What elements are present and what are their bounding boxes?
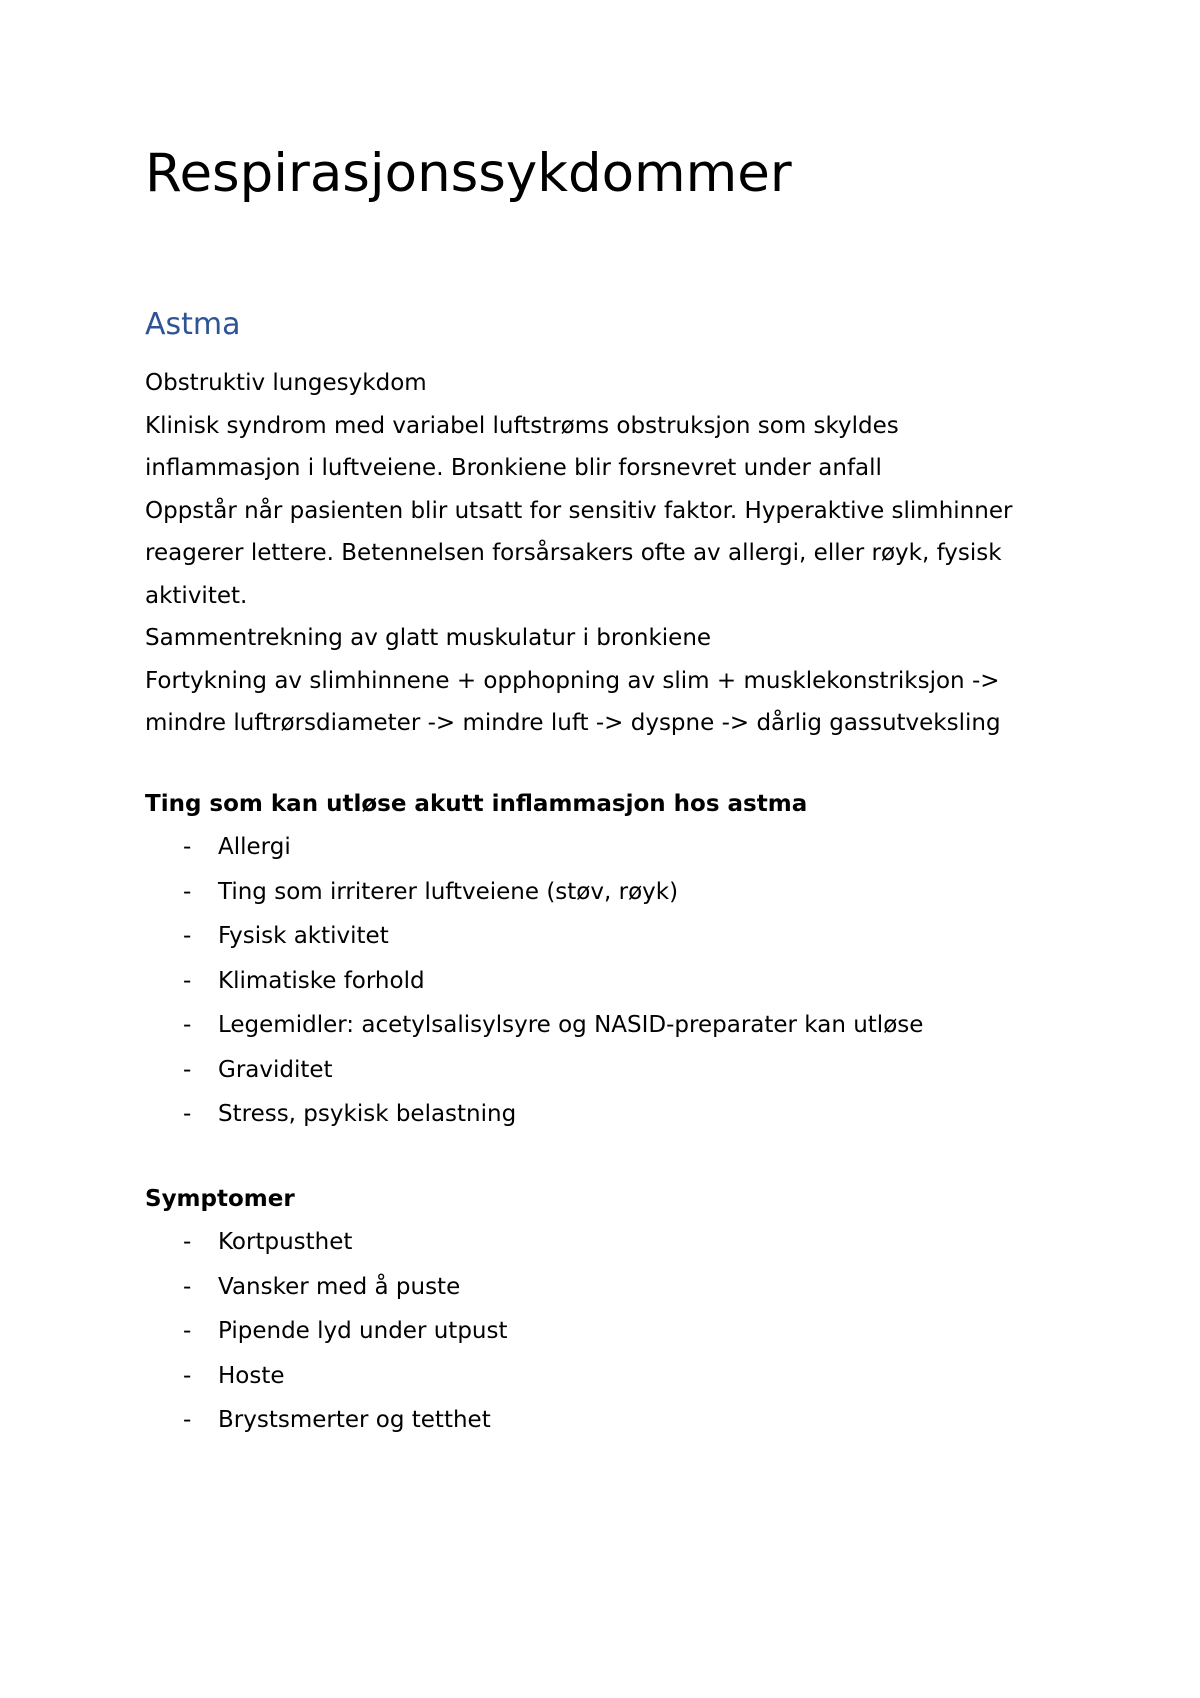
list-item-text: Fysisk aktivitet	[218, 923, 389, 949]
list-item	[145, 959, 923, 1004]
triggers-heading: Ting som kan utløse akutt inflammasjon hos astma	[145, 791, 808, 817]
list-item	[145, 1048, 923, 1093]
list-item-text: Legemidler: acetylsalisylsyre og NASID-preparater kan utløse	[218, 1012, 924, 1038]
dash-bullet: -	[183, 1407, 192, 1433]
list-item	[145, 1003, 923, 1048]
dash-bullet: -	[183, 967, 192, 994]
list-item-text: Graviditet	[218, 1056, 333, 1083]
paragraph-line: reagerer lettere. Betennelsen forsårsakers ofte av allergi, eller røyk, fysisk	[145, 540, 1002, 566]
list-item-text: Stress, psykisk belastning	[218, 1101, 517, 1127]
list-item	[145, 870, 923, 915]
list-item	[145, 1092, 923, 1137]
dash-bullet: -	[183, 1012, 192, 1038]
list-item	[145, 1220, 508, 1265]
list-item	[145, 1309, 508, 1354]
list-item	[145, 1354, 508, 1399]
paragraph-line: Klinisk syndrom med variabel luftstrøms obstruksjon som skyldes	[145, 412, 899, 439]
paragraph-line: Oppstår når pasienten blir utsatt for sensitiv faktor. Hyperaktive slimhinner	[145, 497, 1013, 524]
list-item-text: Brystsmerter og tetthet	[218, 1407, 491, 1433]
list-item-text: Hoste	[218, 1362, 285, 1389]
dash-bullet: -	[183, 834, 192, 860]
list-item-text: Pipende lyd under utpust	[218, 1318, 508, 1344]
dash-bullet: -	[183, 1273, 192, 1300]
list-item-text: Klimatiske forhold	[218, 967, 425, 994]
triggers-list	[145, 825, 923, 1137]
dash-bullet: -	[183, 1362, 192, 1389]
symptoms-heading: Symptomer	[145, 1186, 295, 1212]
section-heading-astma: Astma	[145, 307, 241, 342]
paragraph-line: inflammasjon i luftveiene. Bronkiene blir forsnevret under anfall	[145, 455, 882, 481]
dash-bullet: -	[183, 878, 192, 905]
list-item-text: Kortpusthet	[218, 1229, 353, 1255]
list-item	[145, 825, 923, 870]
paragraph-line: Fortykning av slimhinnene + opphopning av slim + musklekonstriksjon ->	[145, 667, 1000, 694]
list-item-text: Ting som irriterer luftveiene (støv, røyk)	[218, 878, 679, 905]
dash-bullet: -	[183, 1056, 192, 1083]
list-item-text: Allergi	[218, 834, 291, 860]
paragraph-line: mindre luftrørsdiameter -> mindre luft -> dyspne -> dårlig gassutveksling	[145, 710, 1001, 736]
dash-bullet: -	[183, 1229, 192, 1255]
dash-bullet: -	[183, 1318, 192, 1344]
list-item	[145, 914, 923, 959]
paragraph-line: Sammentrekning av glatt muskulatur i bronkiene	[145, 625, 712, 651]
document-title: Respirasjonssykdommer	[145, 143, 792, 204]
dash-bullet: -	[183, 1101, 192, 1127]
symptoms-list	[145, 1220, 508, 1443]
paragraph-line: aktivitet.	[145, 582, 248, 609]
list-item	[145, 1398, 508, 1443]
list-item-text: Vansker med å puste	[218, 1273, 461, 1300]
astma-description	[145, 362, 1075, 745]
list-item	[145, 1265, 508, 1310]
paragraph-line: Obstruktiv lungesykdom	[145, 370, 427, 396]
dash-bullet: -	[183, 923, 192, 949]
